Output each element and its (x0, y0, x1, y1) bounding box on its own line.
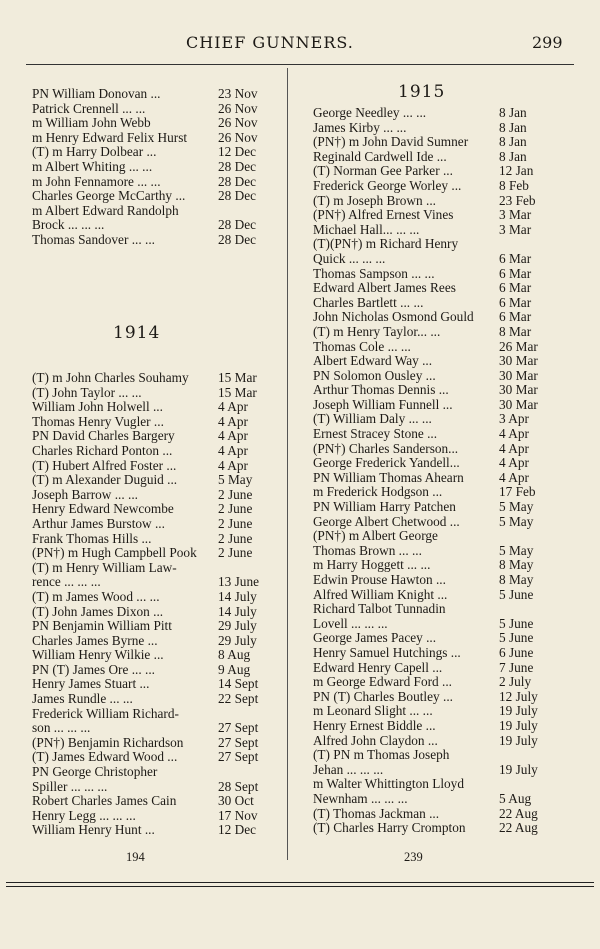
entry-name: (T) m Joseph Brown ... (313, 193, 436, 208)
entry-date: 7 June (499, 659, 534, 675)
list-item (313, 340, 549, 355)
entry-date: 28 Sept (218, 778, 259, 794)
list-item (313, 252, 549, 267)
entry-name: PN David Charles Bargery (32, 429, 175, 444)
entry-date: 5 May (499, 542, 534, 558)
entry-name: Arthur James Burstow ... (32, 516, 165, 531)
entry-date: 4 Apr (218, 428, 248, 444)
list-item (313, 529, 549, 544)
list-item (32, 444, 268, 459)
entry-date: 29 July (218, 632, 257, 648)
list-item (313, 194, 549, 209)
entry-date: 8 Jan (499, 134, 527, 150)
entry-date: 8 Mar (499, 323, 532, 339)
list-item (313, 485, 549, 500)
list-item (32, 794, 268, 809)
entry-date: 5 Aug (499, 790, 532, 806)
list-item (32, 575, 268, 590)
entry-date: 28 Dec (218, 158, 257, 174)
entry-date: 4 Apr (499, 469, 529, 485)
list-item (32, 765, 268, 780)
entry-date: 30 Mar (499, 353, 538, 369)
entry-date: 4 Apr (499, 455, 529, 471)
entry-name: Spiller ... ... ... (32, 779, 108, 794)
list-item (32, 677, 268, 692)
list-item (32, 415, 268, 430)
entry-date: 8 Aug (218, 647, 251, 663)
entry-date: 2 June (218, 486, 253, 502)
entry-name: m George Edward Ford ... (313, 675, 452, 690)
list-item (313, 354, 549, 369)
entry-date (216, 561, 268, 576)
entry-name: (T) PN m Thomas Joseph (313, 748, 450, 763)
entry-name: rence ... ... ... (32, 575, 101, 590)
list-item (313, 661, 549, 676)
entry-name: m William John Webb (32, 116, 151, 131)
list-item (313, 237, 549, 252)
entry-date: 14 July (218, 603, 257, 619)
entry-name: (T) Charles Harry Crompton (313, 821, 466, 836)
entry-date: 17 Nov (218, 807, 258, 823)
entry-date (216, 707, 268, 722)
entry-name: (T) m Alexander Duguid ... (32, 473, 178, 488)
entry-name: (T) James Edward Wood ... (32, 750, 178, 765)
entry-date: 15 Mar (218, 370, 257, 385)
list-item (32, 131, 268, 146)
entry-name: Henry Samuel Hutchings ... (313, 645, 461, 660)
page-number: 299 (532, 33, 563, 52)
entry-name: Joseph Barrow ... ... (32, 487, 138, 502)
list-item (313, 690, 549, 705)
entry-name: PN Benjamin William Pitt (32, 619, 172, 634)
entry-name: (T) m Henry William Law- (32, 560, 177, 575)
entry-name: PN (T) Charles Boutley ... (313, 689, 453, 704)
list-item (32, 116, 268, 131)
list-item (313, 208, 549, 223)
entry-date: 27 Sept (218, 749, 259, 765)
list-item (32, 619, 268, 634)
entry-date: 4 Apr (218, 457, 248, 473)
entry-name: George Frederick Yandell... (313, 456, 460, 471)
entry-date (497, 237, 549, 252)
entry-date: 4 Apr (218, 442, 248, 458)
year-heading-1914: 1914 (113, 323, 161, 343)
list-item (313, 544, 549, 559)
entry-date: 2 June (218, 501, 253, 517)
entry-name: Thomas Sandover ... ... (32, 232, 155, 247)
list-item (313, 223, 549, 238)
pre-1914-list (32, 87, 268, 248)
list-item (32, 502, 268, 517)
list-item (313, 631, 549, 646)
entry-date (497, 529, 549, 544)
list-item (313, 267, 549, 282)
entry-name: George Albert Chetwood ... (313, 514, 460, 529)
footer-rule (6, 882, 594, 883)
list-item (32, 707, 268, 722)
list-item (32, 561, 268, 576)
list-item (32, 532, 268, 547)
entry-date: 4 Apr (499, 440, 529, 456)
entry-name: William Henry Wilkie ... (32, 648, 164, 663)
list-item (32, 488, 268, 503)
entry-name: m Frederick Hodgson ... (313, 485, 443, 500)
list-item (313, 792, 549, 807)
entry-name: (T) John Taylor ... ... (32, 385, 142, 400)
entry-name: Jehan ... ... ... (313, 762, 384, 777)
entry-date: 17 Feb (499, 484, 536, 500)
list-item (32, 721, 268, 736)
entry-name: Thomas Henry Vugler ... (32, 414, 164, 429)
entry-name: (T) John James Dixon ... (32, 604, 164, 619)
entry-date: 30 Oct (218, 793, 254, 809)
entry-date: 6 Mar (499, 309, 532, 325)
entry-name: Quick ... ... ... (313, 251, 386, 266)
entry-name: Ernest Stracey Stone ... (313, 427, 438, 442)
entry-name: Thomas Brown ... ... (313, 543, 422, 558)
list-item (32, 233, 268, 248)
entry-date (497, 777, 549, 792)
entry-name: son ... ... ... (32, 721, 91, 736)
entry-date: 8 Jan (499, 148, 527, 164)
list-item (32, 809, 268, 824)
list-1914 (32, 371, 268, 838)
entry-name: PN George Christopher (32, 765, 158, 780)
entry-name: William John Holwell ... (32, 400, 163, 415)
entry-name: Frank Thomas Hills ... (32, 531, 152, 546)
entry-name: (T) m Harry Dolbear ... (32, 145, 157, 160)
entry-name: Newnham ... ... ... (313, 791, 408, 806)
entry-name: Henry James Stuart ... (32, 677, 150, 692)
list-item (313, 602, 549, 617)
entry-name: Brock ... ... ... (32, 218, 105, 233)
entry-date: 6 Mar (499, 265, 532, 281)
list-1915 (313, 106, 549, 836)
entry-date: 19 July (499, 761, 538, 777)
page-header (0, 33, 600, 53)
entry-date: 6 Mar (499, 294, 532, 310)
entry-date (497, 748, 549, 763)
list-item (32, 473, 268, 488)
entry-name: (T) m John Charles Souhamy (32, 371, 189, 385)
list-item (313, 807, 549, 822)
list-item (313, 573, 549, 588)
year-heading-1915: 1915 (398, 82, 446, 102)
list-item (32, 517, 268, 532)
list-item (313, 369, 549, 384)
entry-name: (T) Norman Gee Parker ... (313, 164, 453, 179)
entry-date: 22 Sept (218, 691, 259, 707)
entry-date: 27 Sept (218, 734, 259, 750)
entry-name: Reginald Cardwell Ide ... (313, 149, 447, 164)
entry-name: Henry Legg ... ... ... (32, 808, 136, 823)
list-item (313, 398, 549, 413)
entry-date: 8 Jan (499, 105, 527, 120)
entry-date: 2 June (218, 530, 253, 546)
entry-name: m Albert Edward Randolph (32, 203, 179, 218)
entry-name: PN William Donovan ... (32, 87, 161, 101)
list-item (313, 150, 549, 165)
entry-date: 4 Apr (499, 426, 529, 442)
entry-date: 26 Mar (499, 338, 538, 354)
entry-date: 27 Sept (218, 720, 259, 736)
column-divider (287, 68, 288, 860)
entry-date: 14 July (218, 588, 257, 604)
entry-date: 19 July (499, 717, 538, 733)
entry-date: 28 Dec (218, 173, 257, 189)
entry-date: 5 May (499, 499, 534, 515)
entry-name: Charles George McCarthy ... (32, 189, 186, 204)
entry-name: James Kirby ... ... (313, 120, 407, 135)
entry-date (497, 602, 549, 617)
entry-name: Edward Albert James Rees (313, 281, 456, 296)
entry-date: 2 June (218, 515, 253, 531)
list-item (32, 145, 268, 160)
entry-name: Edwin Prouse Hawton ... (313, 573, 446, 587)
left-folio: 194 (126, 850, 145, 864)
list-item (313, 704, 549, 719)
list-item (313, 748, 549, 763)
entry-date: 19 July (499, 732, 538, 748)
entry-date: 12 Jan (499, 163, 534, 179)
entry-date: 6 June (499, 644, 534, 660)
entry-name: (T) Thomas Jackman ... (313, 806, 440, 821)
entry-date (216, 765, 268, 780)
entry-date: 23 Nov (218, 86, 258, 101)
entry-date: 13 June (218, 574, 259, 590)
list-item (313, 588, 549, 603)
entry-name: James Rundle ... ... (32, 692, 133, 707)
entry-name: (PN†) m John David Sumner (313, 135, 469, 150)
entry-name: John Nicholas Osmond Gould (313, 310, 474, 325)
entry-date: 30 Mar (499, 396, 538, 412)
list-item (313, 821, 549, 836)
list-item (32, 204, 268, 219)
entry-date: 26 Nov (218, 129, 258, 145)
entry-name: m Henry Edward Felix Hurst (32, 130, 188, 145)
list-item (313, 179, 549, 194)
list-item (313, 719, 549, 734)
list-item (313, 456, 549, 471)
entry-name: (PN†) Alfred Ernest Vines (313, 208, 454, 223)
right-folio: 239 (404, 850, 423, 864)
list-item (32, 429, 268, 444)
list-item (313, 164, 549, 179)
entry-date: 22 Aug (499, 820, 538, 836)
entry-name: (T)(PN†) m Richard Henry (313, 237, 459, 252)
list-item (32, 87, 268, 102)
list-item (32, 663, 268, 678)
entry-date: 22 Aug (499, 805, 538, 821)
list-item (313, 777, 549, 792)
entry-name: (T) m Henry Taylor... ... (313, 324, 441, 339)
list-item (32, 634, 268, 649)
list-item (32, 459, 268, 474)
entry-date: 28 Dec (218, 217, 257, 233)
entry-name: (T) m James Wood ... ... (32, 589, 160, 604)
entry-date: 9 Aug (218, 661, 251, 677)
entry-name: m John Fennamore ... ... (32, 174, 161, 189)
entry-date: 4 Apr (218, 413, 248, 429)
list-item (313, 471, 549, 486)
entry-date: 3 Mar (499, 221, 532, 237)
entry-name: Thomas Cole ... ... (313, 339, 411, 354)
entry-name: Edward Henry Capell ... (313, 660, 443, 675)
list-item (313, 135, 549, 150)
entry-date: 30 Mar (499, 367, 538, 383)
list-item (32, 648, 268, 663)
entry-name: Robert Charles James Cain (32, 794, 177, 809)
entry-date: 6 Mar (499, 250, 532, 266)
list-item (32, 218, 268, 233)
entry-date: 23 Feb (499, 192, 536, 208)
list-item (313, 325, 549, 340)
entry-date: 8 Feb (499, 177, 529, 193)
entry-date: 5 May (218, 472, 253, 488)
list-item (313, 646, 549, 661)
entry-name: Henry Ernest Biddle ... (313, 718, 436, 733)
list-item (313, 427, 549, 442)
entry-date: 4 Apr (218, 399, 248, 415)
entry-date: 29 July (218, 618, 257, 634)
list-item (313, 281, 549, 296)
entry-name: PN William Harry Patchen (313, 500, 456, 515)
entry-date: 8 Jan (499, 119, 527, 135)
list-item (313, 121, 549, 136)
entry-date: 26 Nov (218, 115, 258, 131)
entry-name: Charles Richard Ponton ... (32, 443, 173, 458)
entry-name: Alfred William Knight ... (313, 587, 448, 602)
list-item (32, 400, 268, 415)
entry-name: Charles James Byrne ... (32, 633, 158, 648)
entry-date: 3 Apr (499, 411, 529, 427)
entry-name: PN Solomon Ousley ... (313, 368, 436, 383)
list-item (313, 442, 549, 457)
entry-name: Charles Bartlett ... ... (313, 295, 424, 310)
list-item (313, 296, 549, 311)
entry-date: 26 Nov (218, 100, 258, 116)
list-item (32, 750, 268, 765)
entry-name: George Needley ... ... (313, 106, 427, 120)
list-item (313, 763, 549, 778)
list-item (313, 310, 549, 325)
entry-date: 15 Mar (218, 384, 257, 400)
entry-name: PN William Thomas Ahearn (313, 470, 464, 485)
entry-date: 6 Mar (499, 280, 532, 296)
list-item (313, 558, 549, 573)
entry-date: 5 June (499, 615, 534, 631)
entry-name: Richard Talbot Tunnadin (313, 602, 446, 617)
entry-name: m Walter Whittington Lloyd (313, 777, 464, 792)
entry-date: 19 July (499, 703, 538, 719)
header-rule (26, 64, 574, 65)
entry-date: 30 Mar (499, 382, 538, 398)
list-item (32, 189, 268, 204)
list-item (32, 736, 268, 751)
entry-name: William Henry Hunt ... (32, 823, 155, 838)
entry-date: 12 Dec (218, 822, 257, 838)
running-title: CHIEF GUNNERS. (186, 33, 354, 52)
entry-name: (PN†) m Albert George (313, 529, 438, 544)
entry-name: Lovell ... ... ... (313, 616, 388, 631)
entry-name: Joseph William Funnell ... (313, 397, 453, 412)
entry-name: m Harry Hoggett ... ... (313, 558, 431, 573)
list-item (313, 500, 549, 515)
list-item (32, 590, 268, 605)
entry-name: (PN†) m Hugh Campbell Pook (32, 546, 197, 561)
list-item (313, 412, 549, 427)
entry-date: 12 Dec (218, 144, 257, 160)
entry-name: Arthur Thomas Dennis ... (313, 383, 449, 398)
entry-date: 28 Dec (218, 188, 257, 204)
list-item (32, 780, 268, 795)
entry-name: Frederick William Richard- (32, 706, 179, 721)
entry-date: 8 May (499, 572, 534, 587)
entry-name: PN (T) James Ore ... ... (32, 662, 155, 677)
entry-name: Thomas Sampson ... ... (313, 266, 435, 281)
entry-date: 2 June (218, 545, 253, 561)
entry-date: 12 July (499, 688, 538, 704)
entry-date: 8 May (499, 557, 534, 573)
entry-date (216, 204, 268, 219)
list-item (32, 605, 268, 620)
entry-name: Alfred John Claydon ... (313, 733, 438, 748)
list-item (313, 106, 549, 121)
entry-name: m Leonard Slight ... ... (313, 704, 433, 719)
list-item (313, 515, 549, 530)
list-item (32, 371, 268, 386)
list-item (32, 546, 268, 561)
list-item (313, 675, 549, 690)
entry-name: m Albert Whiting ... ... (32, 159, 153, 174)
list-item (32, 692, 268, 707)
entry-name: (T) William Daly ... ... (313, 412, 432, 427)
entry-name: Frederick George Worley ... (313, 178, 462, 193)
entry-date: 5 May (499, 513, 534, 529)
entry-date: 2 July (499, 674, 532, 690)
entry-name: Henry Edward Newcombe (32, 502, 174, 517)
entry-name: (PN†) Benjamin Richardson (32, 735, 184, 750)
list-item (32, 102, 268, 117)
entry-name: Albert Edward Way ... (313, 354, 433, 369)
entry-date: 3 Mar (499, 207, 532, 223)
entry-name: Michael Hall... ... ... (313, 222, 420, 237)
list-item (32, 386, 268, 401)
list-item (32, 175, 268, 190)
entry-date: 28 Dec (218, 231, 257, 247)
footer-rule-double (6, 886, 594, 887)
list-item (313, 734, 549, 749)
entry-date: 5 June (499, 586, 534, 602)
entry-date: 5 June (499, 630, 534, 646)
list-item (32, 823, 268, 838)
entry-name: Patrick Crennell ... ... (32, 101, 146, 116)
entry-name: George James Pacey ... (313, 631, 437, 646)
list-item (313, 383, 549, 398)
list-item (32, 160, 268, 175)
entry-name: (PN†) Charles Sanderson... (313, 441, 459, 456)
entry-date: 14 Sept (218, 676, 259, 692)
list-item (313, 617, 549, 632)
entry-name: (T) Hubert Alfred Foster ... (32, 458, 177, 473)
